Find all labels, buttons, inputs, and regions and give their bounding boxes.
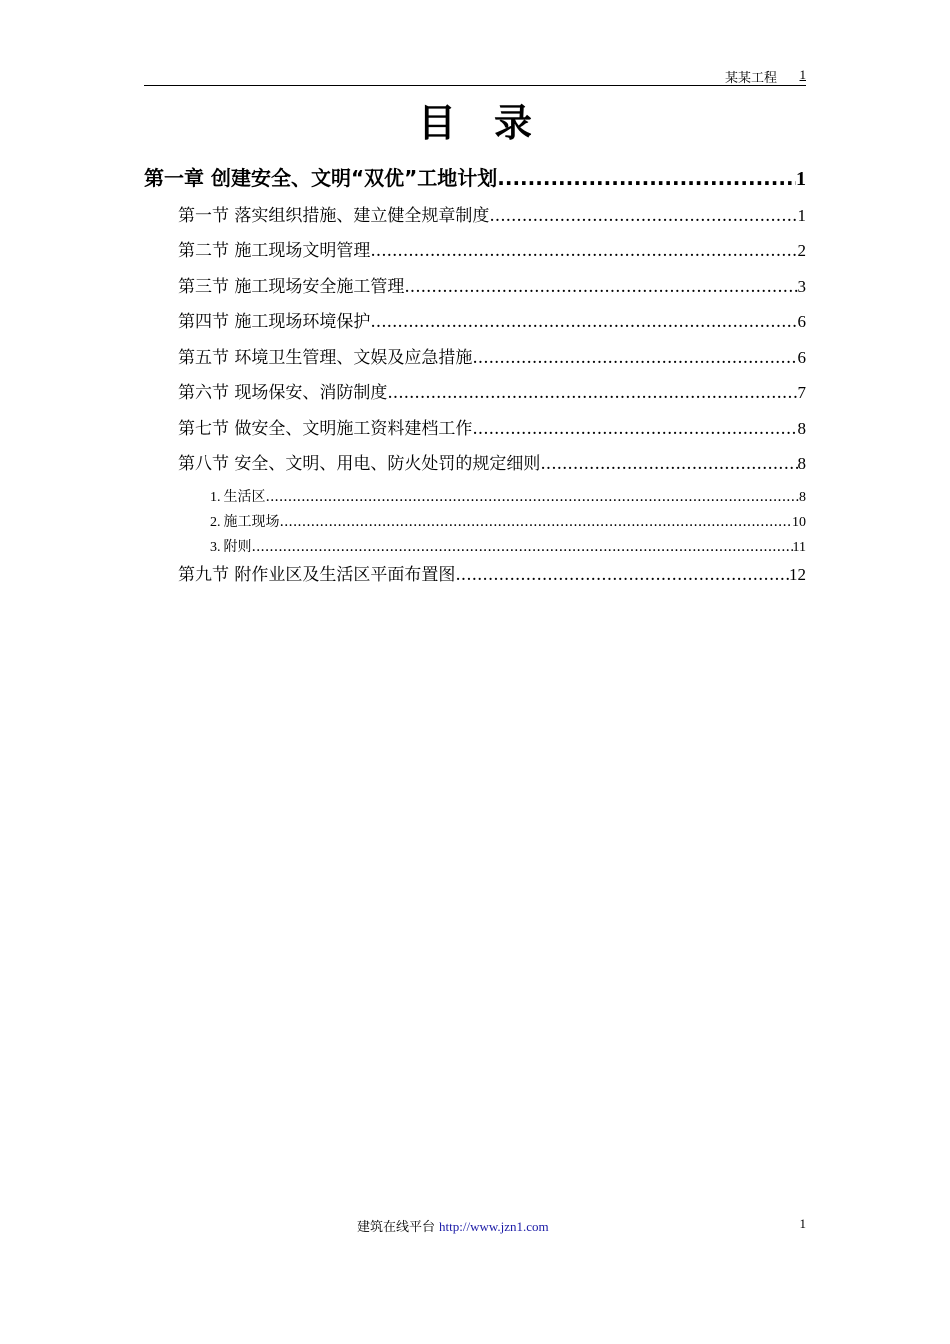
toc-leader-dots [404,277,797,297]
toc-entry-label: 第一章 创建安全、文明“双优”工地计划 [144,166,498,190]
toc-entry-label: 第一节 落实组织措施、建立健全规章制度 [178,206,490,226]
toc-section[interactable] [178,378,806,403]
footer-platform-name: 建筑在线平台 [357,1220,436,1235]
toc-entry-label [210,536,252,556]
toc-entry-label: 第八节 安全、文明、用电、防火处罚的规定细则 [178,454,541,474]
toc-entry-page: 6 [797,312,806,331]
toc-entry-page: 6 [797,348,806,367]
toc-entry-page: 2 [797,241,806,260]
toc-entry-label: 第五节 环境卫生管理、文娱及应急措施 [178,348,473,368]
toc-section[interactable] [178,449,806,474]
toc-entry-page: 3 [797,277,806,296]
toc-leader-dots [455,565,789,585]
toc-item-text: 生活区 [223,489,266,505]
footer-text [357,1216,549,1235]
toc-entry-label: 第四节 施工现场环境保护 [178,312,371,332]
toc-leader-dots [472,348,797,368]
toc-item-text: 施工现场 [223,514,280,530]
toc-item-number: 2. [210,515,221,530]
toc-leader-dots [370,241,797,261]
toc-leader-dots [252,539,793,555]
toc-leader-dots [540,454,797,474]
toc-section[interactable] [178,560,806,585]
toc-leader-dots [489,206,797,226]
toc-entry-label: 第六节 现场保安、消防制度 [178,383,388,403]
toc-title: 目录 [417,101,570,145]
toc-entry-label [210,511,280,531]
toc-section[interactable] [178,414,806,439]
toc-chapter-1[interactable] [144,162,806,191]
toc-leader-dots [497,166,796,190]
toc-item-number: 3. [210,540,221,555]
footer-page-number: 1 [799,1216,806,1231]
toc-section[interactable] [178,307,806,332]
toc-leader-dots [472,419,797,439]
toc-entry-page: 11 [792,540,806,555]
toc-section[interactable] [178,272,806,297]
toc-entry-page: 8 [797,454,806,473]
toc-entry-label [210,486,266,506]
toc-item[interactable] [210,536,806,556]
toc-entry-page: 1 [797,206,806,225]
toc-entry-page: 10 [792,515,806,530]
toc-entry-page: 8 [797,419,806,438]
toc-entry-page: 8 [799,490,806,505]
toc-entry-label: 第九节 附作业区及生活区平面布置图 [178,565,456,585]
toc-item[interactable] [210,511,806,531]
toc-entry-label: 第七节 做安全、文明施工资料建档工作 [178,419,473,439]
toc-section[interactable] [178,236,806,261]
toc-leader-dots [370,312,797,332]
toc-item-text: 附则 [223,539,252,555]
toc-leader-dots [266,489,800,505]
toc-item-number: 1. [210,490,221,505]
toc-entry-page: 1 [796,168,806,190]
toc-section[interactable] [178,201,806,226]
header-title: 某某工程 [724,71,777,86]
toc-leader-dots [280,514,793,530]
toc-entry-label: 第二节 施工现场文明管理 [178,241,371,261]
toc-section[interactable] [178,343,806,368]
footer-url-link[interactable]: http://www.jzn1.com [439,1219,549,1234]
page-header [144,66,806,86]
toc-leader-dots [387,383,797,403]
header-page-number: 1 [799,67,806,82]
toc-entry-label: 第三节 施工现场安全施工管理 [178,277,405,297]
toc-entry-page: 12 [789,565,806,584]
toc-entry-page: 7 [797,383,806,402]
toc-item[interactable] [210,486,806,506]
